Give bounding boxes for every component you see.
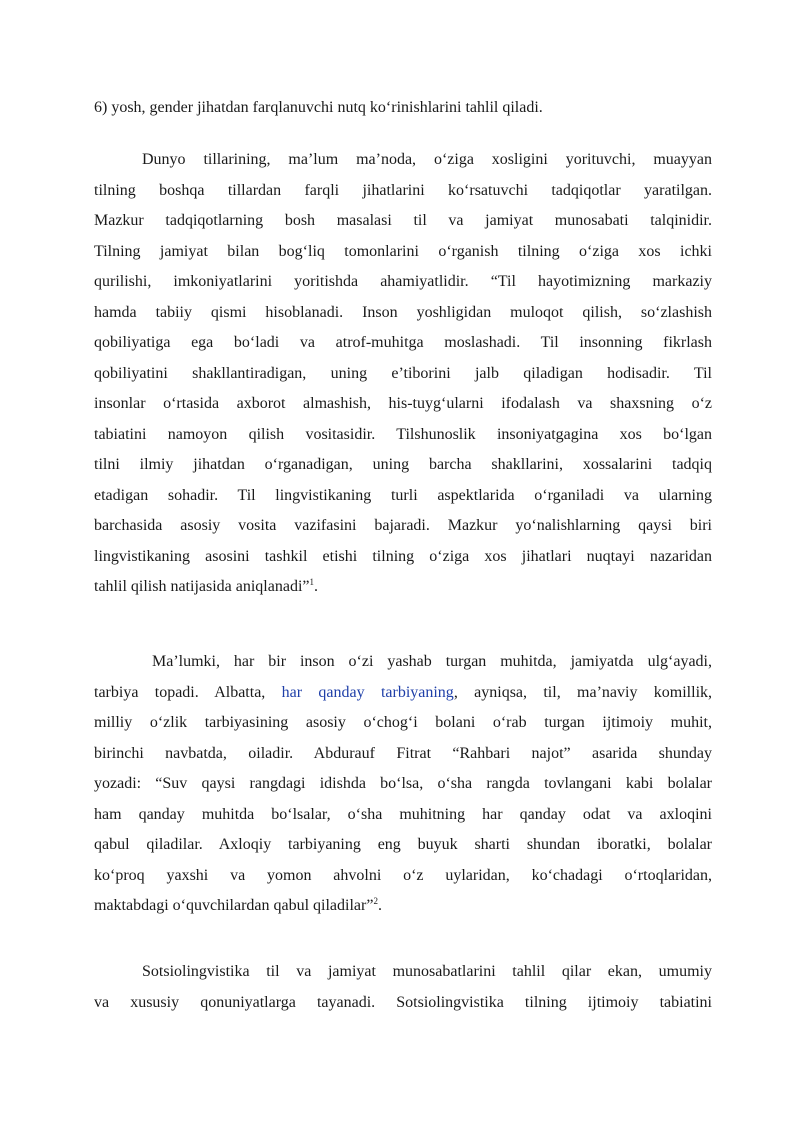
paragraph-sociolinguistics — [94, 957, 712, 1018]
text-line-with-link — [94, 678, 712, 709]
highlighted-link[interactable]: har qanday tarbiyaning — [281, 683, 454, 701]
text-segment: , ayniqsa, til, ma’naviy komillik, — [453, 683, 713, 701]
text-line: qobiliyatini shakllantiradigan, uning e’tiborini jalb qiladigan hodisadir. Til — [94, 364, 712, 382]
text-line: yozadi: “Suv qaysi rangdagi idishda bo‘lsa, o‘sha rangda tovlangani kabi bolalar — [94, 775, 712, 792]
text-line: tabiatini namoyon qilish vositasidir. Tilshunoslik insoniyatgagina xos bo‘lgan — [94, 425, 712, 443]
footnote-ref-2[interactable]: 2 — [373, 896, 378, 906]
text-line: birinchi navbatda, oiladir. Abdurauf Fitrat “Rahbari najot” asarida shunday — [94, 744, 712, 762]
footnote-ref-1[interactable]: 1 — [309, 577, 314, 587]
text-line: qurilishi, imkoniyatlarini yoritishda ahamiyatlidir. “Til hayotimizning markaziy — [94, 273, 712, 290]
text-line-last: maktabdagi o‘quvchilardan qabul qiladilar”$^2$. — [94, 896, 382, 914]
text-line: Sotsiolingvistika til va jamiyat munosabatlarini tahlil qilar ekan, umumiy — [142, 963, 712, 980]
text-line: tilni ilmiy jihatdan o‘rganadigan, uning barcha shakllarini, xossalarini tadqiq — [94, 456, 712, 473]
text-line: va xususiy qonuniyatlarga tayanadi. Sotsiolingvistika tilning ijtimoiy tabiatini — [94, 993, 712, 1011]
text-line: Ma’lumki, har bir inson o‘zi yashab turgan muhitda, jamiyatda ulg‘ayadi, — [152, 653, 712, 670]
text-line: Dunyo tillarining, ma’lum ma’noda, o‘ziga xosligini yorituvchi, muayyan — [142, 151, 712, 168]
text-line: lingvistikaning asosini tashkil etishi tilning o‘ziga xos jihatlari nuqtayi nazaridan — [94, 547, 712, 565]
text-line: milliy o‘zlik tarbiyasining asosiy o‘chog‘i bolani o‘rab turgan ijtimoiy muhit, — [94, 714, 712, 731]
text-line: tilning boshqa tillardan farqli jihatlarini ko‘rsatuvchi tadqiqotlar yaratilgan. — [94, 181, 712, 199]
text-segment: maktabdagi o‘quvchilardan qabul qiladilar” — [94, 897, 374, 914]
text-line: qabul qiladilar. Axloqiy tarbiyaning eng buyuk sharti shundan iboratki, bolalar — [94, 836, 712, 853]
text-line-last: tahlil qilish natijasida aniqlanadi”$^1$. — [94, 577, 318, 595]
text-line: ko‘proq yaxshi va yomon ahvolni o‘z uylaridan, ko‘chadagi o‘rtoqlaridan, — [94, 866, 712, 884]
text-line: Tilning jamiyat bilan bog‘liq tomonlarini o‘rganish tilning o‘ziga xos ichki — [94, 242, 712, 260]
text-line: qobiliyatiga ega bo‘ladi va atrof-muhitga moslashadi. Til insonning fikrlash — [94, 334, 712, 351]
paragraph-languages — [94, 145, 712, 603]
text-segment: tarbiya topadi. Albatta, — [94, 683, 282, 701]
text-line: barchasida asosiy vosita vazifasini bajaradi. Mazkur yo‘nalishlarning qaysi biri — [94, 517, 712, 534]
text-line: Mazkur tadqiqotlarning bosh masalasi til va jamiyat munosabati talqinidir. — [94, 212, 712, 229]
text-line: ham qanday muhitda bo‘lsalar, o‘sha muhitning har qanday odat va axloqini — [94, 805, 712, 823]
text-line: hamda tabiiy qismi hisoblanadi. Inson yoshligidan muloqot qilish, so‘zlashish — [94, 303, 712, 321]
text-line: etadigan sohadir. Til lingvistikaning turli aspektlarida o‘rganiladi va ularning — [94, 486, 712, 504]
text-segment: tahlil qilish natijasida aniqlanadi” — [94, 578, 310, 595]
paragraph-intro-line — [94, 93, 712, 124]
text-line: 6) yosh, gender jihatdan farqlanuvchi nutq ko‘rinishlarini tahlil qiladi. — [94, 99, 543, 116]
paragraph-upbringing — [94, 647, 712, 922]
text-line: insonlar o‘rtasida axborot almashish, his-tuyg‘ularni ifodalash va shaxsning o‘z — [94, 395, 712, 412]
